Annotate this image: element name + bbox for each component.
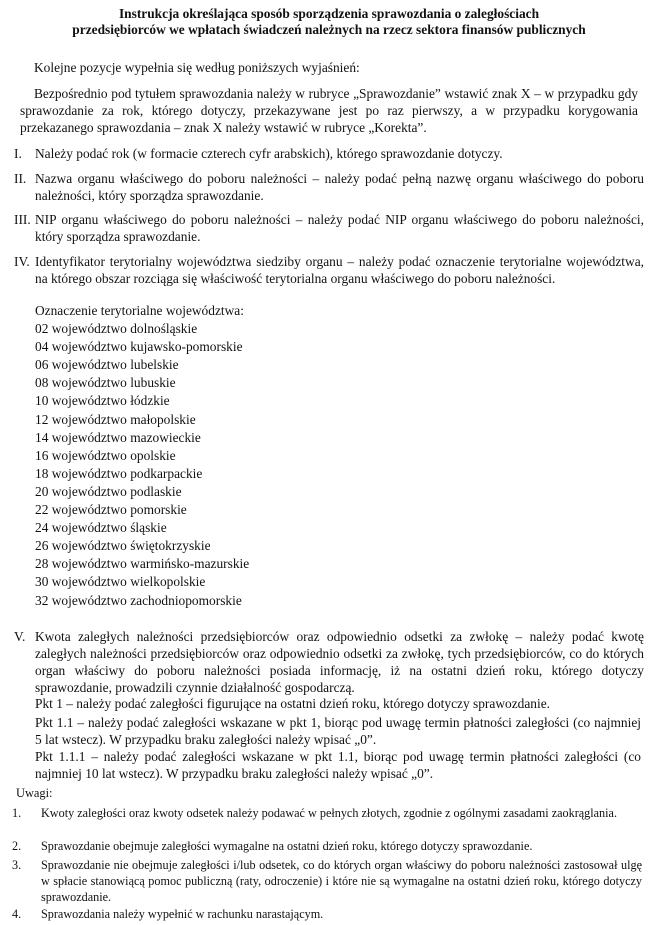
pkt-1: Pkt 1 – należy podać zaległości figurujące na ostatni dzień roku, którego dotyczy sprawozdanie. bbox=[35, 696, 550, 711]
voivodeship-header: Oznaczenie terytorialne województwa: bbox=[35, 303, 244, 318]
note-2 bbox=[12, 838, 642, 854]
item-text: NIP organu właściwego do poboru należności – należy podać NIP organu właściwego do poboru należności, który sporządza sprawozdanie. bbox=[35, 212, 644, 244]
note-number: 2. bbox=[12, 839, 22, 853]
item-number: II. bbox=[14, 171, 27, 186]
notes-label: Uwagi: bbox=[16, 786, 53, 800]
voivodeship-item: 18 województwo podkarpackie bbox=[35, 465, 203, 481]
note-4 bbox=[12, 906, 642, 922]
item-III bbox=[14, 211, 644, 245]
voivodeship-list bbox=[35, 302, 249, 610]
note-number: 4. bbox=[12, 907, 22, 921]
voivodeship-item: 30 województwo wielkopolskie bbox=[35, 574, 206, 590]
note-text: Sprawozdanie nie obejmuje zaległości i/lub odsetek, co do których organ właściwy do poboru należności zastosował ulgę w spłacie stanowiącą pomoc publiczną (raty, odroczenie) i które nie są wymagalne na ostatni dzień roku, którego dotyczy sprawozdanie. bbox=[41, 858, 642, 904]
title-line-1: Instrukcja określająca sposób sporządzenia sprawozdania o zaległościach bbox=[118, 6, 540, 21]
item-text: Należy podać rok (w formacie czterech cyfr arabskich), którego sprawozdanie dotyczy. bbox=[35, 146, 503, 161]
item-text: Kwota zaległych należności przedsiębiorców oraz odpowiednio odsetki za zwłokę – należy podać kwotę zaległych należności przedsiębiorców oraz odpowiednio odsetki za zwłokę, tych przedsiębiorców, co do których organ właściwy do poboru należności posiada informację, iż na ostatni dzień roku, którego dotyczy sprawozdanie, prowadzili czynnie działalność gospodarczą. bbox=[35, 629, 644, 695]
voivodeship-item: 04 województwo kujawsko-pomorskie bbox=[35, 339, 243, 355]
item-V bbox=[14, 628, 644, 696]
intro-text: Kolejne pozycje wypełnia się według poniższych wyjaśnień: bbox=[34, 60, 360, 75]
voivodeship-item: 24 województwo śląskie bbox=[35, 520, 167, 536]
note-number: 3. bbox=[12, 858, 22, 872]
note-3 bbox=[12, 857, 642, 905]
item-II bbox=[14, 170, 644, 204]
note-number: 1. bbox=[12, 806, 22, 820]
note-1 bbox=[12, 805, 642, 821]
voivodeship-item: 32 województwo zachodniopomorskie bbox=[35, 592, 242, 608]
voivodeship-item: 06 województwo lubelskie bbox=[35, 357, 179, 373]
voivodeship-item: 12 województwo małopolskie bbox=[35, 411, 196, 427]
document-title bbox=[20, 6, 638, 38]
voivodeship-item: 02 województwo dolnośląskie bbox=[35, 321, 198, 337]
voivodeship-item: 28 województwo warmińsko-mazurskie bbox=[35, 556, 250, 572]
item-text: Identyfikator terytorialny województwa siedziby organu – należy podać oznaczenie terytorialne województwa, na którego obszar rozciąga się właściwość terytorialna organu właściwego do poboru należności. bbox=[35, 254, 644, 286]
note-text: Sprawozdania należy wypełnić w rachunku narastającym. bbox=[41, 907, 324, 921]
pkt-1-1-1: Pkt 1.1.1 – należy podać zaległości wskazane w pkt 1.1, biorąc pod uwagę termin płatności zaległości (co najmniej 10 lat wstecz). W przypadku braku zaległości należy wpisać „0”. bbox=[35, 749, 641, 781]
item-number: I. bbox=[14, 146, 22, 161]
item-IV bbox=[14, 253, 644, 287]
voivodeship-item: 20 województwo podlaskie bbox=[35, 483, 182, 499]
voivodeship-item: 08 województwo lubuskie bbox=[35, 375, 176, 391]
note-text: Kwoty zaległości oraz kwoty odsetek należy podawać w pełnych złotych, zgodnie z ogólnymi zasadami zaokrąglania. bbox=[41, 806, 617, 820]
item-I bbox=[14, 145, 644, 162]
pkt-1-1: Pkt 1.1 – należy podać zaległości wskazane w pkt 1, biorąc pod uwagę termin płatności zaległości (co najmniej 5 lat wstecz). W przypadku braku zaległości należy wpisać „0”. bbox=[35, 715, 641, 747]
item-number: IV. bbox=[14, 254, 30, 269]
voivodeship-item: 16 województwo opolskie bbox=[35, 447, 176, 463]
voivodeship-item: 26 województwo świętokrzyskie bbox=[35, 538, 211, 554]
title-line-2: przedsiębiorców we wpłatach świadczeń należnych na rzecz sektora finansów publicznych bbox=[72, 22, 586, 37]
item-number: III. bbox=[14, 212, 31, 227]
note-text: Sprawozdanie obejmuje zaległości wymagalne na ostatni dzień roku, którego dotyczy sprawozdanie. bbox=[41, 839, 533, 853]
intro-paragraph: Bezpośrednio pod tytułem sprawozdania należy w rubryce „Sprawozdanie” wstawić znak X – w przypadku gdy sprawozdanie za rok, którego dotyczy, przekazywane jest po raz pierwszy, a w przypadku korygowania przekazanego sprawozdania – znak X należy wstawić w rubryce „Korekta”. bbox=[20, 86, 638, 135]
item-text: Nazwa organu właściwego do poboru należności – należy podać pełną nazwę organu właściwego do poboru należności, który sporządza sprawozdanie. bbox=[35, 171, 644, 203]
voivodeship-item: 14 województwo mazowieckie bbox=[35, 429, 201, 445]
item-number: V. bbox=[14, 629, 26, 644]
voivodeship-item: 22 województwo pomorskie bbox=[35, 502, 187, 518]
voivodeship-item: 10 województwo łódzkie bbox=[35, 393, 170, 409]
